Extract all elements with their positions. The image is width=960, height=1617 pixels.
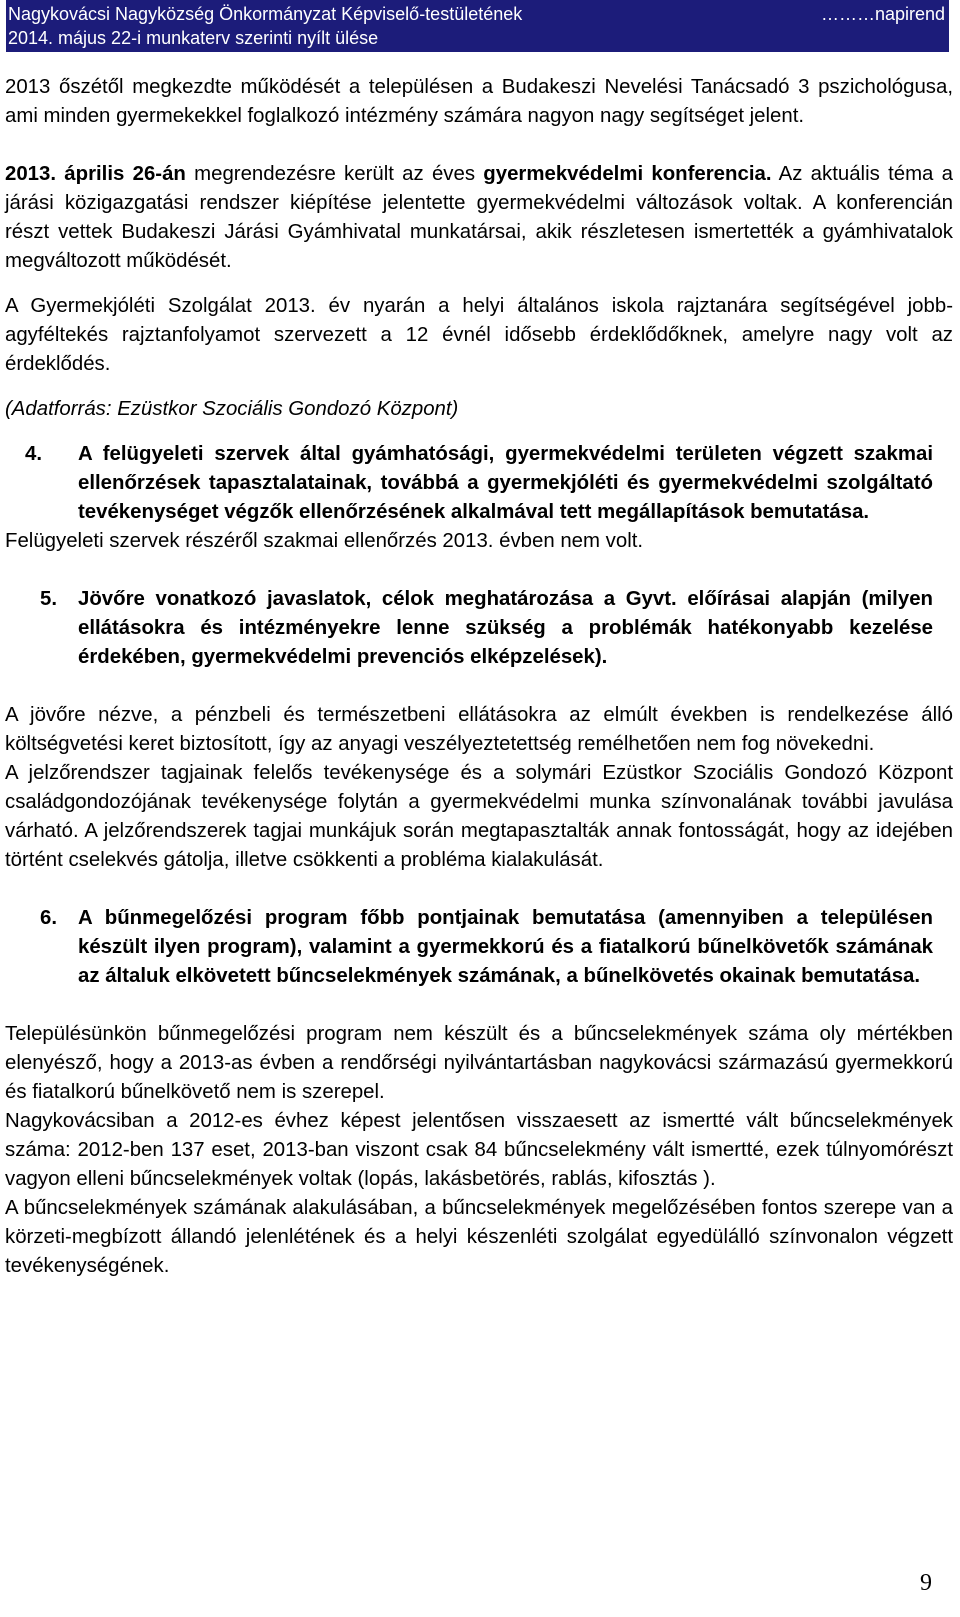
section-title: Jövőre vonatkozó javaslatok, célok meghatározása a Gyvt. előírásai alapján (milyen ellátásokra és intézményekre lenne szükség a problémák hatékonyabb kezelése érdekében, gyermekvédelmi prevenciós elképzelések). bbox=[78, 588, 933, 668]
section-number: 6. bbox=[40, 907, 58, 929]
section-6-paragraph-3: A bűncselekmények számának alakulásában, a bűncselekmények megelőzésében fontos szerepe van a körzeti-megbízott állandó jelenlétének és a helyi készenléti szolgálat egyedülálló színvonalon végzett tevékenységének. bbox=[5, 1197, 953, 1277]
section-title: A felügyeleti szervek által gyámhatósági, gyermekvédelmi területen végzett szakmai ellenőrzések tapasztalatainak, továbbá a gyermekjóléti és gyermekvédelmi szolgáltató tevékenységet végzők ellenőrzésének alkalmával tett megállapítások bemutatása. bbox=[78, 443, 933, 523]
conference-date: 2013. április 26-án bbox=[5, 163, 186, 185]
section-number: 4. bbox=[25, 443, 43, 465]
section-5-paragraph-1: A jövőre nézve, a pénzbeli és természetbeni ellátásokra az elmúlt években is rendelkezése álló költségvetési keret biztosított, így az anyagi veszélyeztetettség remélhetően nem fog növekedni. bbox=[5, 704, 953, 755]
section-6-paragraph-2: Nagykovácsiban a 2012-es évhez képest jelentősen visszaesett az ismertté vált bűncselekmények száma: 2012-ben 137 eset, 2013-ban viszont csak 84 bűncselekmény vált ismertté, ezek túlnyomórészt vagyon elleni bűncselekmények voltak (lopás, lakásbetörés, rablás, kifosztás ). bbox=[5, 1110, 953, 1190]
section-5-paragraph-2: A jelzőrendszer tagjainak felelős tevékenysége és a solymári Ezüstkor Szociális Gondozó Központ családgondozójának tevékenysége folytán a gyermekvédelmi munka színvonalának további javulása várható. A jelzőrendszerek tagjai munkájuk során megtapasztalták annak fontosságát, hogy az idejében történt cselekvés gátolja, illetve csökkenti a probléma kialakulását. bbox=[5, 762, 953, 871]
paragraph-conference: 2013. április 26-án megrendezésre került az éves gyermekvédelmi konferencia. Az aktuális téma a járási közigazgatási rendszer kiépítése jelentette gyermekvédelmi változások voltak. A konferencián részt vettek Budakeszi Járási Gyámhivatal munkatársai, akik részletesen ismertették a gyámhivatalok megváltozott működését. bbox=[5, 163, 953, 272]
section-5-heading bbox=[5, 585, 953, 672]
section-4-heading bbox=[5, 440, 953, 527]
document-header bbox=[6, 0, 949, 52]
section-4-body: Felügyeleti szervek részéről szakmai ellenőrzés 2013. évben nem volt. bbox=[5, 530, 644, 552]
page-number: 9 bbox=[920, 1570, 932, 1596]
paragraph-counseling: 2013 őszétől megkezdte működését a településen a Budakeszi Nevelési Tanácsadó 3 pszichológusa, ami minden gyermekekkel foglalkozó intézmény számára nagyon nagy segítséget jelent. bbox=[5, 76, 953, 127]
section-number: 5. bbox=[40, 588, 58, 610]
paragraph-art-course: A Gyermekjóléti Szolgálat 2013. év nyarán a helyi általános iskola rajztanára segítségével jobb-agyféltekés rajztanfolyamot szervezett a 12 évnél idősebb érdeklődőknek, amelyre nagy volt az érdeklődés. bbox=[5, 295, 953, 375]
section-6-paragraph-1: Településünkön bűnmegelőzési program nem készült és a bűncselekmények száma oly mértékben elenyésző, hogy a 2013-as évben a rendőrségi nyilvántartásban nagykovácsi származású gyermekkorú és fiatalkorú bűnelkövető nem is szerepel. bbox=[5, 1023, 953, 1103]
header-title: Nagykovácsi Nagyközség Önkormányzat Képviselő-testületének bbox=[8, 4, 523, 24]
data-source: (Adatforrás: Ezüstkor Szociális Gondozó Központ) bbox=[5, 398, 459, 420]
section-title: A bűnmegelőzési program főbb pontjainak bemutatása (amennyiben a településen készült ilyen program), valamint a gyermekkorú és a fiatalkorú bűnelkövetők számának az általuk elkövetett bűncselekmények számának, a bűnelkövetés okainak bemutatása. bbox=[78, 907, 933, 987]
header-subtitle: 2014. május 22-i munkaterv szerinti nyílt ülése bbox=[8, 28, 379, 48]
section-6-heading bbox=[5, 904, 953, 991]
document-body bbox=[5, 73, 953, 1281]
conference-title: gyermekvédelmi konferencia. bbox=[483, 163, 772, 185]
header-agenda: ………napirend bbox=[820, 4, 945, 24]
